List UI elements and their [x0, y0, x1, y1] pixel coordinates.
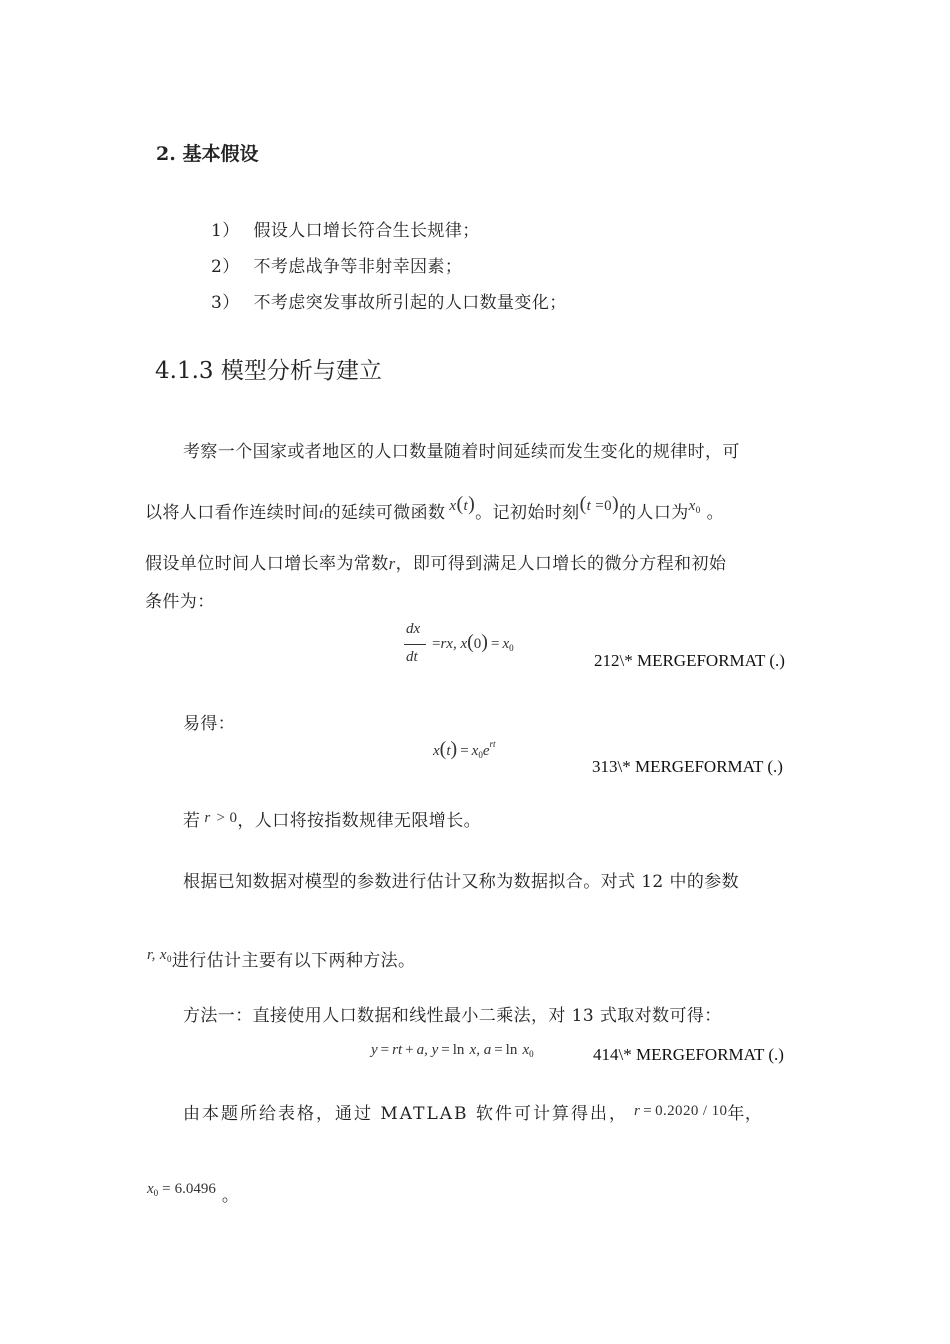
subsection-heading: 4.1.3 模型分析与建立 [155, 358, 382, 384]
text-run: 。记初始时刻 [475, 503, 580, 523]
math-fn-ln: ln [505, 1042, 518, 1058]
math-value: 6.0496 [174, 1181, 216, 1197]
math-var-t: t [586, 498, 592, 514]
math-vars: r, x [147, 947, 167, 963]
math-op: = [490, 636, 500, 652]
math-x-of-t: x(t) [449, 493, 476, 515]
math-subscript: 0 [166, 954, 172, 964]
math-x0 [689, 495, 701, 515]
text-run: 。 [706, 503, 725, 523]
para1-line4: 条件为： [145, 592, 215, 612]
text-run: ，人口将按指数规律无限增长。 [237, 811, 481, 831]
math-subscript: 0 [695, 505, 701, 515]
text-run: 。 [221, 1186, 240, 1206]
para1-line3 [145, 549, 726, 574]
math-var-y: y [371, 1042, 378, 1058]
math-value: 0.2020 / 10 [655, 1103, 728, 1119]
math-condition: > 0 [216, 810, 238, 826]
math-var-x: x [433, 743, 440, 759]
math-text: 0 [473, 636, 482, 652]
math-var-r: r [388, 554, 396, 573]
equation-rhs: =rx, $x(0) = x_0$ [432, 631, 514, 653]
equation-3-label: 414\* MERGEFORMAT (.) [593, 1045, 784, 1064]
math-op: = [162, 1181, 171, 1197]
math-equals-zero: =0 [595, 498, 612, 514]
math-subscript: 0 [509, 643, 514, 653]
math-var-x: x [688, 498, 696, 514]
math-subscript: 0 [478, 750, 483, 760]
method1-line: 方法一：直接使用人口数据和线性最小二乘法，对 13 式取对数可得： [183, 1006, 722, 1026]
math-text: x, a [469, 1042, 492, 1058]
assumption-item-3 [211, 288, 567, 313]
section-heading: 2. 基本假设 [156, 143, 259, 165]
list-number: 2） [211, 257, 240, 277]
assumption-item-1 [211, 216, 480, 241]
math-var-r: r [633, 1103, 641, 1119]
math-var-t: t [319, 506, 324, 522]
fraction-denominator: dt [406, 649, 418, 665]
text-run: 假设单位时间人口增长率为常数 [145, 554, 389, 574]
text-run: 的延续可微函数 [323, 503, 446, 523]
text-run: ，即可得到满足人口增长的微分方程和初始 [395, 554, 727, 574]
assumption-item-2 [211, 252, 462, 277]
math-text: rx, x [440, 636, 468, 652]
math-var-r: r [204, 810, 211, 826]
math-fn-ln: ln [452, 1042, 465, 1058]
list-number: 1） [211, 221, 240, 241]
math-var-x: x [471, 743, 479, 759]
math-op: = [441, 1042, 450, 1058]
math-op: = [460, 743, 469, 759]
if-line [183, 806, 481, 831]
easy-label: 易得： [183, 714, 236, 734]
math-op: = [494, 1042, 503, 1058]
math-var-x: x [449, 498, 457, 514]
text-run: 以将人口看作连续时间 [145, 503, 319, 523]
math-var-x: x [147, 1181, 154, 1197]
text-run: 若 [183, 811, 201, 831]
para2-line1: 根据已知数据对模型的参数进行估计又称为数据拟合。对式 12 中的参数 [183, 872, 740, 892]
math-op: + [405, 1042, 414, 1058]
math-var-t: t [463, 498, 469, 514]
para1-line1: 考察一个国家或者地区的人口数量随着时间延续而发生变化的规律时，可 [183, 442, 740, 462]
list-text: 假设人口增长符合生长规律； [253, 221, 480, 241]
math-text: rt [392, 1042, 403, 1058]
math-op: = [432, 636, 441, 652]
math-var-t: t [446, 743, 451, 759]
para1-line2 [145, 493, 725, 524]
math-op: = [643, 1103, 653, 1119]
math-t-equals-0: (t =0) [579, 493, 620, 515]
equation-3 [371, 1039, 534, 1059]
equation-1-label: 212\* MERGEFORMAT (.) [594, 651, 785, 670]
fraction-bar [404, 644, 426, 645]
equation-2: $x(t) = x_0e^{rt}$ [433, 738, 496, 760]
math-op: = [380, 1042, 390, 1058]
text-run: 进行估计主要有以下两种方法。 [171, 951, 416, 971]
text-run: 年， [727, 1104, 763, 1124]
equation-2-label: 313\* MERGEFORMAT (.) [592, 757, 783, 776]
math-var-x: x [502, 636, 510, 652]
result-line [183, 1099, 762, 1124]
math-var-e: e [482, 743, 490, 759]
math-subscript: 0 [153, 1188, 159, 1198]
math-var-x: x [522, 1042, 530, 1058]
fraction-numerator: dx [406, 621, 421, 637]
list-text: 不考虑战争等非射幸因素； [253, 257, 463, 277]
text-run: 由本题所给表格，通过 MATLAB 软件可计算得出， [183, 1104, 628, 1124]
x0-result [147, 1173, 240, 1206]
list-number: 3） [211, 293, 240, 313]
text-run: 的人口为 [619, 503, 689, 523]
para2-line2 [147, 946, 415, 971]
list-text: 不考虑突发事故所引起的人口数量变化； [253, 293, 567, 313]
math-subscript: 0 [529, 1049, 534, 1059]
math-text: a, y [416, 1042, 439, 1058]
math-exponent: rt [489, 739, 496, 749]
